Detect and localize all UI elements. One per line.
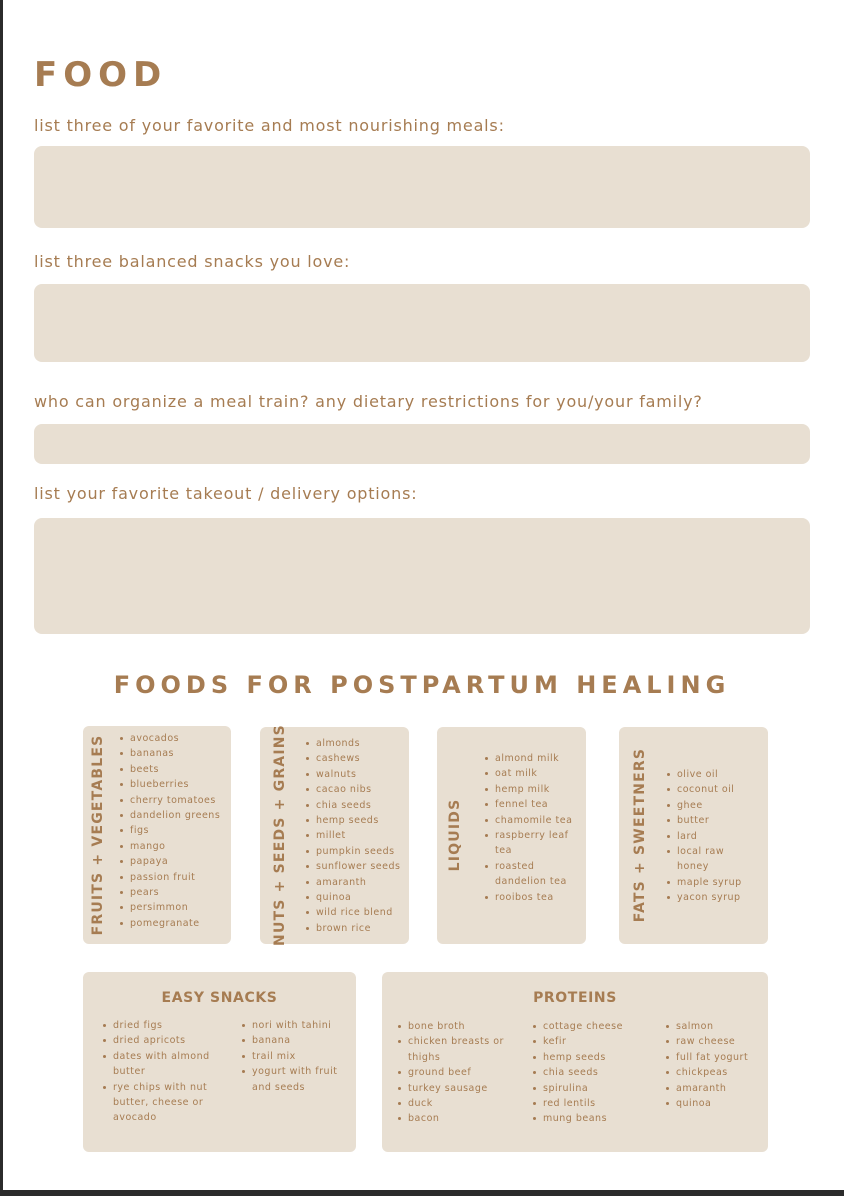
fruits-vegetables-title: FRUITS + VEGETABLES (90, 734, 106, 936)
easy-snacks-list-col1 (102, 1018, 222, 1126)
list-item: ground beef (397, 1065, 515, 1080)
list-item: butter (666, 813, 756, 828)
list-item: amaranth (305, 875, 400, 890)
list-item: millet (305, 828, 400, 843)
proteins-list-col2 (532, 1019, 650, 1127)
list-item: avocados (119, 731, 220, 746)
proteins-list-col3 (665, 1019, 765, 1111)
question-balanced-snacks-label: list three balanced snacks you love: (34, 252, 351, 271)
nuts-seeds-grains-card (260, 724, 409, 946)
meal-train-field[interactable] (34, 424, 810, 464)
list-item: oat milk (484, 766, 576, 781)
list-item: duck (397, 1096, 515, 1111)
liquids-list (484, 751, 576, 905)
question-favorite-meals-label: list three of your favorite and most nourishing meals: (34, 116, 505, 135)
list-item: cashews (305, 751, 400, 766)
list-item: quinoa (665, 1096, 765, 1111)
list-item: hemp seeds (532, 1050, 650, 1065)
list-item: almonds (305, 736, 400, 751)
list-item: sunflower seeds (305, 859, 400, 874)
list-item: mung beans (532, 1111, 650, 1126)
nuts-seeds-grains-list (305, 736, 400, 936)
fruits-vegetables-card (83, 726, 231, 944)
list-item: beets (119, 762, 220, 777)
question-meal-train-label: who can organize a meal train? any dietary restrictions for you/your family? (34, 392, 703, 411)
list-item: kefir (532, 1034, 650, 1049)
list-item: banana (241, 1033, 341, 1048)
list-item: dates with almond butter (102, 1049, 222, 1080)
list-item: hemp seeds (305, 813, 400, 828)
list-item: pumpkin seeds (305, 844, 400, 859)
fats-sweetners-title: FATS + SWEETNERS (632, 747, 648, 923)
easy-snacks-card (83, 972, 356, 1152)
list-item: almond milk (484, 751, 576, 766)
section-title: FOODS FOR POSTPARTUM HEALING (113, 671, 731, 699)
list-item: papaya (119, 854, 220, 869)
fruits-vegetables-list (119, 731, 220, 931)
list-item: dried apricots (102, 1033, 222, 1048)
list-item: maple syrup (666, 875, 756, 890)
proteins-card (382, 972, 768, 1152)
list-item: figs (119, 823, 220, 838)
list-item: cacao nibs (305, 782, 400, 797)
list-item: chamomile tea (484, 813, 576, 828)
list-item: spirulina (532, 1081, 650, 1096)
list-item: full fat yogurt (665, 1050, 765, 1065)
list-item: nori with tahini (241, 1018, 341, 1033)
page-frame-bottom (0, 1190, 844, 1196)
list-item: raw cheese (665, 1034, 765, 1049)
list-item: fennel tea (484, 797, 576, 812)
list-item: pomegranate (119, 916, 220, 931)
list-item: quinoa (305, 890, 400, 905)
list-item: chia seeds (532, 1065, 650, 1080)
list-item: local raw honey (666, 844, 756, 875)
list-item: passion fruit (119, 870, 220, 885)
list-item: amaranth (665, 1081, 765, 1096)
list-item: red lentils (532, 1096, 650, 1111)
list-item: rooibos tea (484, 890, 576, 905)
page-frame-left (0, 0, 3, 1196)
easy-snacks-list-col2 (241, 1018, 341, 1095)
proteins-title: PROTEINS (533, 990, 617, 1006)
takeout-field[interactable] (34, 518, 810, 634)
page-title: FOOD (34, 55, 168, 95)
list-item: coconut oil (666, 782, 756, 797)
list-item: hemp milk (484, 782, 576, 797)
list-item: roasted dandelion tea (484, 859, 576, 890)
list-item: yogurt with fruit and seeds (241, 1064, 341, 1095)
easy-snacks-title: EASY SNACKS (161, 990, 278, 1006)
list-item: bone broth (397, 1019, 515, 1034)
liquids-card (437, 727, 586, 944)
balanced-snacks-field[interactable] (34, 284, 810, 362)
list-item: brown rice (305, 921, 400, 936)
list-item: ghee (666, 798, 756, 813)
list-item: walnuts (305, 767, 400, 782)
list-item: dried figs (102, 1018, 222, 1033)
list-item: pears (119, 885, 220, 900)
list-item: rye chips with nut butter, cheese or avocado (102, 1080, 222, 1126)
list-item: lard (666, 829, 756, 844)
list-item: chia seeds (305, 798, 400, 813)
nuts-seeds-grains-title: NUTS + SEEDS + GRAINS (272, 724, 288, 946)
list-item: cottage cheese (532, 1019, 650, 1034)
list-item: bacon (397, 1111, 515, 1126)
fats-sweetners-card (619, 727, 768, 944)
list-item: bananas (119, 746, 220, 761)
list-item: trail mix (241, 1049, 341, 1064)
list-item: turkey sausage (397, 1081, 515, 1096)
list-item: chickpeas (665, 1065, 765, 1080)
question-takeout-label: list your favorite takeout / delivery options: (34, 484, 418, 503)
favorite-meals-field[interactable] (34, 146, 810, 228)
list-item: blueberries (119, 777, 220, 792)
list-item: dandelion greens (119, 808, 220, 823)
proteins-list-col1 (397, 1019, 515, 1127)
liquids-title: LIQUIDS (447, 798, 463, 872)
list-item: wild rice blend (305, 905, 400, 920)
list-item: chicken breasts or thighs (397, 1034, 515, 1065)
list-item: persimmon (119, 900, 220, 915)
list-item: mango (119, 839, 220, 854)
list-item: salmon (665, 1019, 765, 1034)
list-item: yacon syrup (666, 890, 756, 905)
list-item: cherry tomatoes (119, 793, 220, 808)
fats-sweetners-list (666, 767, 756, 906)
list-item: olive oil (666, 767, 756, 782)
list-item: raspberry leaf tea (484, 828, 576, 859)
